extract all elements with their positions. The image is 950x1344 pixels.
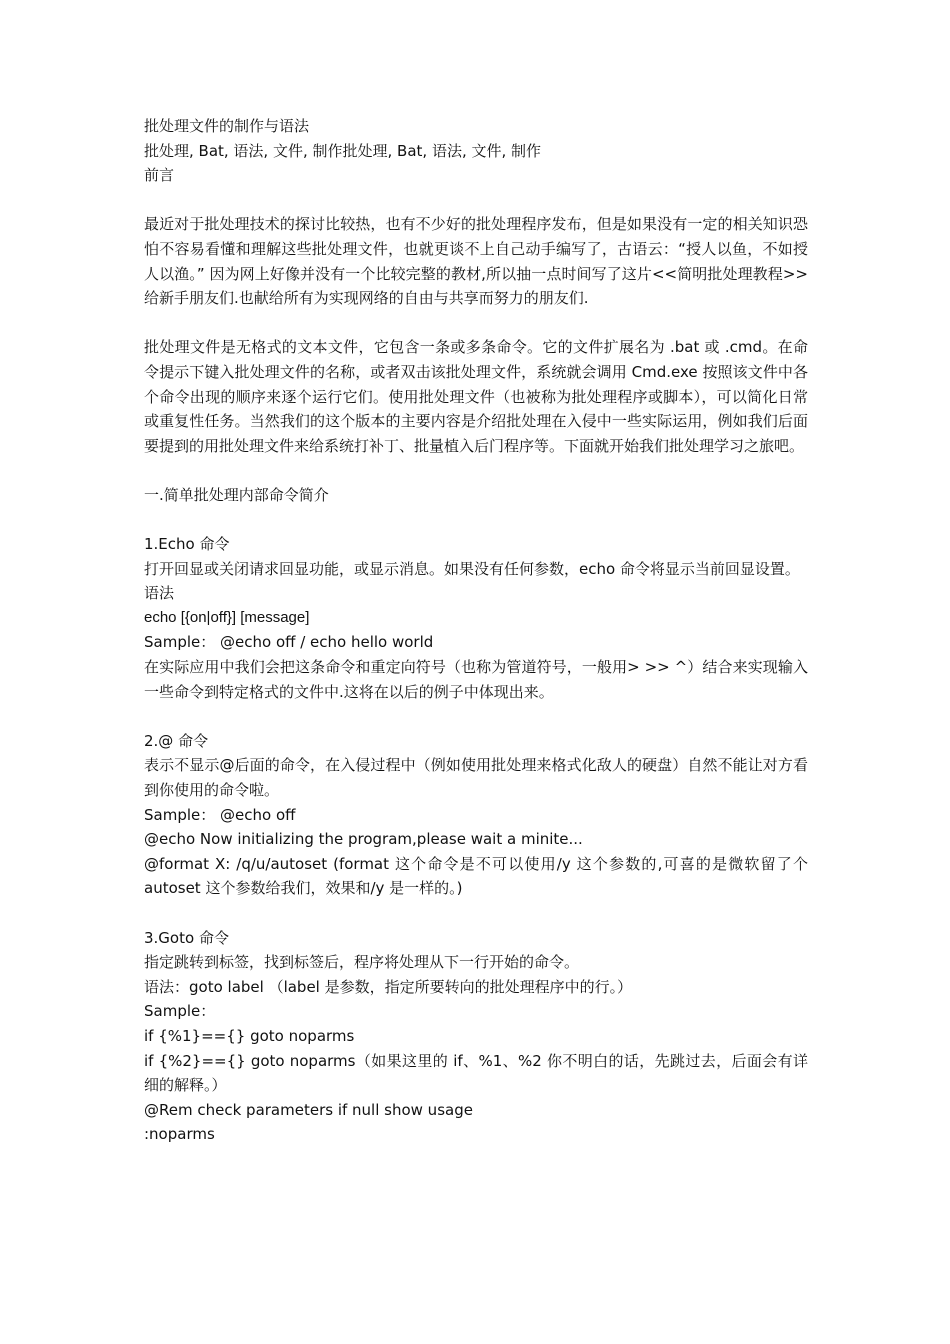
document-title: 批处理文件的制作与语法 (144, 117, 310, 135)
goto-code-line: :noparms (144, 1125, 215, 1144)
intro-paragraph: 批处理文件是无格式的文本文件，它包含一条或多条命令。它的文件扩展名为 .bat 或 .cmd。在命令提示下键入批处理文件的名称，或者双击该批处理文件，系统就会调用 Cmd.exe 按照该文件中各个命令出现的顺序来逐个运行它们。使用批处理文件（也被称为批处理程序或脚本），可以简化日常或重复性任务。当然我们的这个版本的主要内容是介绍批处理在入侵中一些实际运用，例如我们后面要提到的用批处理文件来给系统打补丁、批量植入后门程序等。下面就开始我们批处理学习之旅吧。 (144, 338, 808, 455)
goto-syntax: 语法：goto label （label 是参数，指定所要转向的批处理程序中的行。） (144, 977, 633, 996)
spacer (144, 458, 808, 483)
at-code-line: @echo Now initializing the program,please wait a minite... (144, 830, 583, 849)
at-heading: 2.@ 命令 (144, 731, 209, 750)
goto-code-line: if {%2}=={} goto noparms（如果这里的 if、%1、%2 你不明白的话，先跳过去，后面会有详细的解释。） (144, 1051, 808, 1095)
at-code-line: @format X: /q/u/autoset (format 这个命令是不可以使用/y 这个参数的,可喜的是微软留了个 autoset 这个参数给我们，效果和/y 是一样的。) (144, 854, 808, 898)
at-sample: Sample： @echo off (144, 805, 296, 824)
keywords-line: 批处理, Bat, 语法, 文件, 制作批处理, Bat, 语法, 文件, 制作 (144, 141, 542, 160)
echo-syntax: echo [{on|off}] [message] (144, 608, 310, 626)
echo-heading: 1.Echo 命令 (144, 535, 230, 554)
preface-paragraph: 最近对于批处理技术的探讨比较热，也有不少好的批处理程序发布，但是如果没有一定的相关知识恐怕不容易看懂和理解这些批处理文件，也就更谈不上自己动手编写了，古语云：“授人以鱼，不如授人以渔。” 因为网上好像并没有一个比较完整的教材,所以抽一点时间写了这片<<简明批处理教程>>给新手朋友们.也献给所有为实现网络的自由与共享而努力的朋友们. (144, 215, 808, 308)
goto-code-line: if {%1}=={} goto noparms (144, 1026, 355, 1045)
echo-syntax-label: 语法 (144, 584, 175, 603)
spacer (144, 188, 808, 213)
spacer (144, 311, 808, 336)
at-description: 表示不显示@后面的命令，在入侵过程中（例如使用批处理来格式化敌人的硬盘）自然不能让对方看到你使用的命令啦。 (144, 756, 808, 800)
echo-description: 打开回显或关闭请求回显功能，或显示消息。如果没有任何参数，echo 命令将显示当前回显设置。 (144, 559, 800, 578)
goto-heading: 3.Goto 命令 (144, 928, 229, 947)
spacer (144, 704, 808, 729)
document-body (144, 114, 808, 1147)
section-heading: 一.简单批处理内部命令简介 (144, 485, 329, 504)
echo-note: 在实际应用中我们会把这条命令和重定向符号（也称为管道符号，一般用> >> ^）结合来实现输入一些命令到特定格式的文件中.这将在以后的例子中体现出来。 (144, 658, 808, 701)
spacer (144, 901, 808, 926)
preface-heading: 前言 (144, 166, 175, 185)
goto-code-line: @Rem check parameters if null show usage (144, 1100, 473, 1119)
echo-sample: Sample： @echo off / echo hello world (144, 633, 434, 652)
goto-description: 指定跳转到标签，找到标签后，程序将处理从下一行开始的命令。 (144, 953, 580, 972)
spacer (144, 508, 808, 533)
goto-sample: Sample： (144, 1002, 216, 1021)
